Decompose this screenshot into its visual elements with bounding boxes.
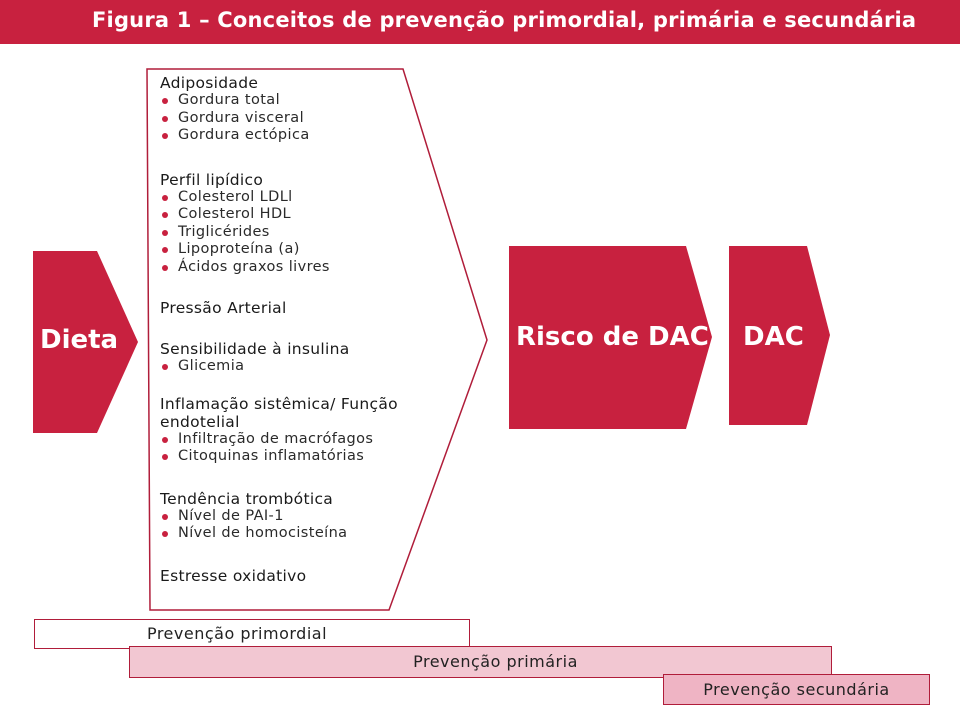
factor-item — [160, 189, 460, 207]
prevencao-primordial-bar — [34, 619, 470, 649]
factor-item — [160, 110, 460, 128]
factor-group-pressao-arterial — [160, 299, 460, 317]
factor-item-label: Nível de PAI-1 — [178, 507, 284, 524]
bullet-icon — [162, 247, 168, 253]
prevencao-primordial-label: Prevenção primordial — [146, 624, 328, 643]
factor-item-label: Gordura ectópica — [178, 127, 310, 143]
risk-factors-list — [160, 74, 460, 585]
factor-group-title: Pressão Arterial — [160, 299, 287, 317]
factor-group-title: Sensibilidade à insulina — [160, 340, 350, 358]
factor-group-title: Estresse oxidativo — [160, 566, 307, 585]
factor-group-title: Adiposidade — [160, 74, 259, 92]
factor-item-label: Citoquinas inflamatórias — [178, 448, 365, 464]
bullet-icon — [162, 212, 168, 218]
prevencao-secundaria-bar — [663, 674, 930, 705]
factor-item-label: Gordura visceral — [178, 109, 304, 126]
dac-label: DAC — [743, 322, 804, 352]
factor-item — [160, 224, 460, 242]
factor-item-label: Infiltração de macrófagos — [178, 430, 374, 447]
factor-item — [160, 431, 410, 449]
factor-group-adiposidade — [160, 74, 460, 145]
factor-group-perfil-lipidico — [160, 171, 460, 277]
risco-dac-label: Risco de DAC — [516, 322, 709, 352]
bullet-icon — [162, 364, 168, 370]
dieta-label: Dieta — [40, 325, 119, 355]
factor-group-tendencia-trombotica — [160, 490, 460, 543]
bullet-icon — [162, 116, 168, 122]
factor-item-label: Nível de homocisteína — [178, 525, 348, 541]
factor-item-label: Triglicérides — [178, 223, 270, 240]
factor-item — [160, 206, 460, 224]
bullet-icon — [162, 195, 168, 201]
prevencao-secundaria-label: Prevenção secundária — [703, 680, 890, 699]
bullet-icon — [162, 514, 168, 520]
factor-item — [160, 358, 460, 376]
bullet-icon — [162, 230, 168, 236]
factor-item — [160, 259, 460, 277]
bullet-icon — [162, 531, 168, 537]
bullet-icon — [162, 98, 168, 104]
prevencao-primaria-label: Prevenção primária — [413, 652, 578, 671]
factor-item — [160, 241, 460, 259]
factor-item-label: Ácidos graxos livres — [178, 258, 330, 275]
factor-group-title: Tendência trombótica — [160, 489, 334, 508]
factor-group-inflamacao — [160, 395, 410, 466]
factor-item — [160, 127, 460, 145]
bullet-icon — [162, 437, 168, 443]
factor-item — [160, 92, 460, 110]
factor-group-sensibilidade-insulina — [160, 340, 460, 376]
factor-group-title: Inflamação sistêmica/ Função endotelial — [160, 394, 398, 431]
bullet-icon — [162, 454, 168, 460]
bullet-icon — [162, 133, 168, 139]
factor-item-label: Gordura total — [178, 92, 281, 108]
factor-item — [160, 448, 410, 466]
factor-group-title: Perfil lipídico — [160, 170, 264, 189]
factor-item-label: Lipoproteína (a) — [178, 241, 300, 257]
factor-item-label: Colesterol HDL — [178, 206, 292, 222]
factor-item-label: Glicemia — [178, 358, 245, 374]
factor-group-estresse-oxidativo — [160, 567, 460, 585]
factor-item — [160, 525, 460, 543]
factor-item — [160, 508, 460, 526]
figure-title: Figura 1 – Conceitos de prevenção primordial, primária e secundária — [92, 8, 917, 32]
bullet-icon — [162, 265, 168, 271]
factor-item-label: Colesterol LDLl — [178, 188, 293, 205]
